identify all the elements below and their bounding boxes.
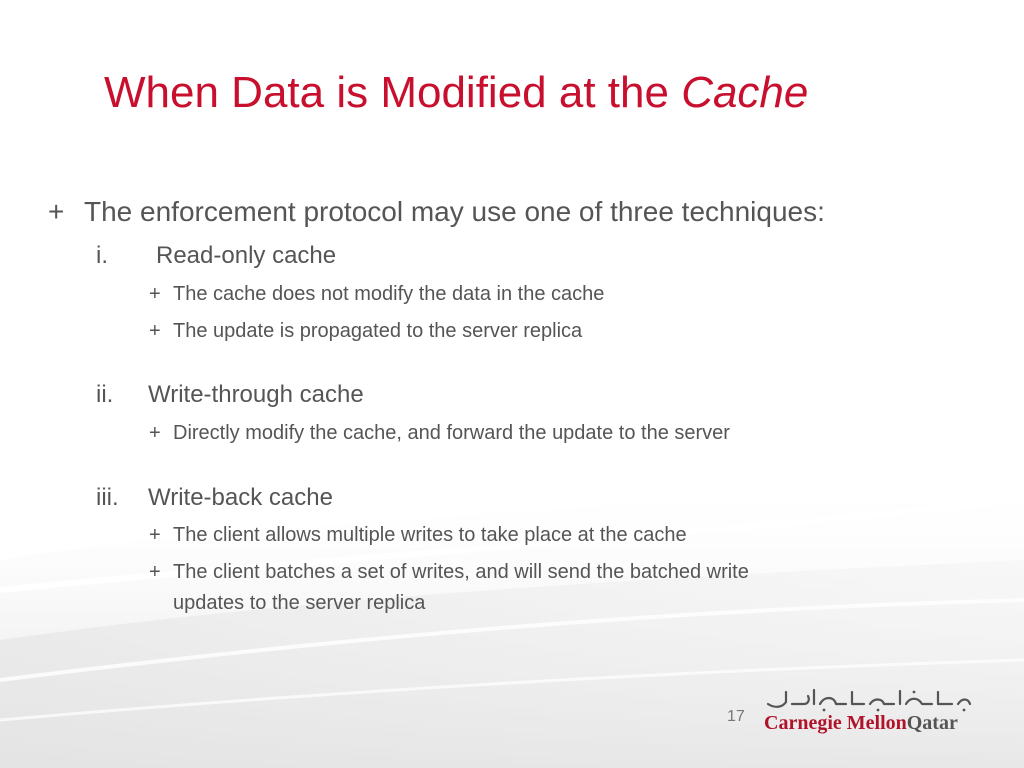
logo-name: Carnegie Mellon [764, 712, 907, 734]
title-emphasis: Cache [681, 68, 809, 117]
technique-name: Write-back cache [148, 484, 333, 511]
logo-wordmark [764, 712, 958, 735]
technique-name: Read-only cache [156, 242, 337, 269]
bullet-text: The enforcement protocol may use one of three techniques: [84, 196, 825, 227]
technique-numeral: i. [96, 242, 108, 269]
technique-point: The client batches a set of writes, and will send the batched write [173, 561, 749, 583]
logo-qatar: Qatar [906, 712, 958, 734]
title-text: When Data is Modified at the [104, 68, 682, 117]
sub-marker: + [149, 320, 161, 342]
technique-numeral: ii. [96, 381, 114, 408]
technique-point-continuation: updates to the server replica [173, 592, 426, 614]
bullet-marker: + [48, 196, 65, 227]
technique-numeral: iii. [96, 484, 119, 511]
sub-marker: + [149, 283, 161, 305]
technique-point: The cache does not modify the data in the cache [173, 283, 605, 305]
sub-marker: + [149, 561, 161, 583]
technique-point: The update is propagated to the server replica [173, 320, 583, 342]
technique-point: Directly modify the cache, and forward the update to the server [173, 422, 730, 444]
arabic-wordmark [764, 686, 974, 712]
technique-point: The client allows multiple writes to take place at the cache [173, 524, 687, 546]
sub-marker: + [149, 422, 161, 444]
technique-name: Write-through cache [148, 381, 364, 408]
sub-marker: + [149, 524, 161, 546]
cmu-qatar-logo [760, 686, 980, 746]
page-number: 17 [727, 708, 745, 725]
